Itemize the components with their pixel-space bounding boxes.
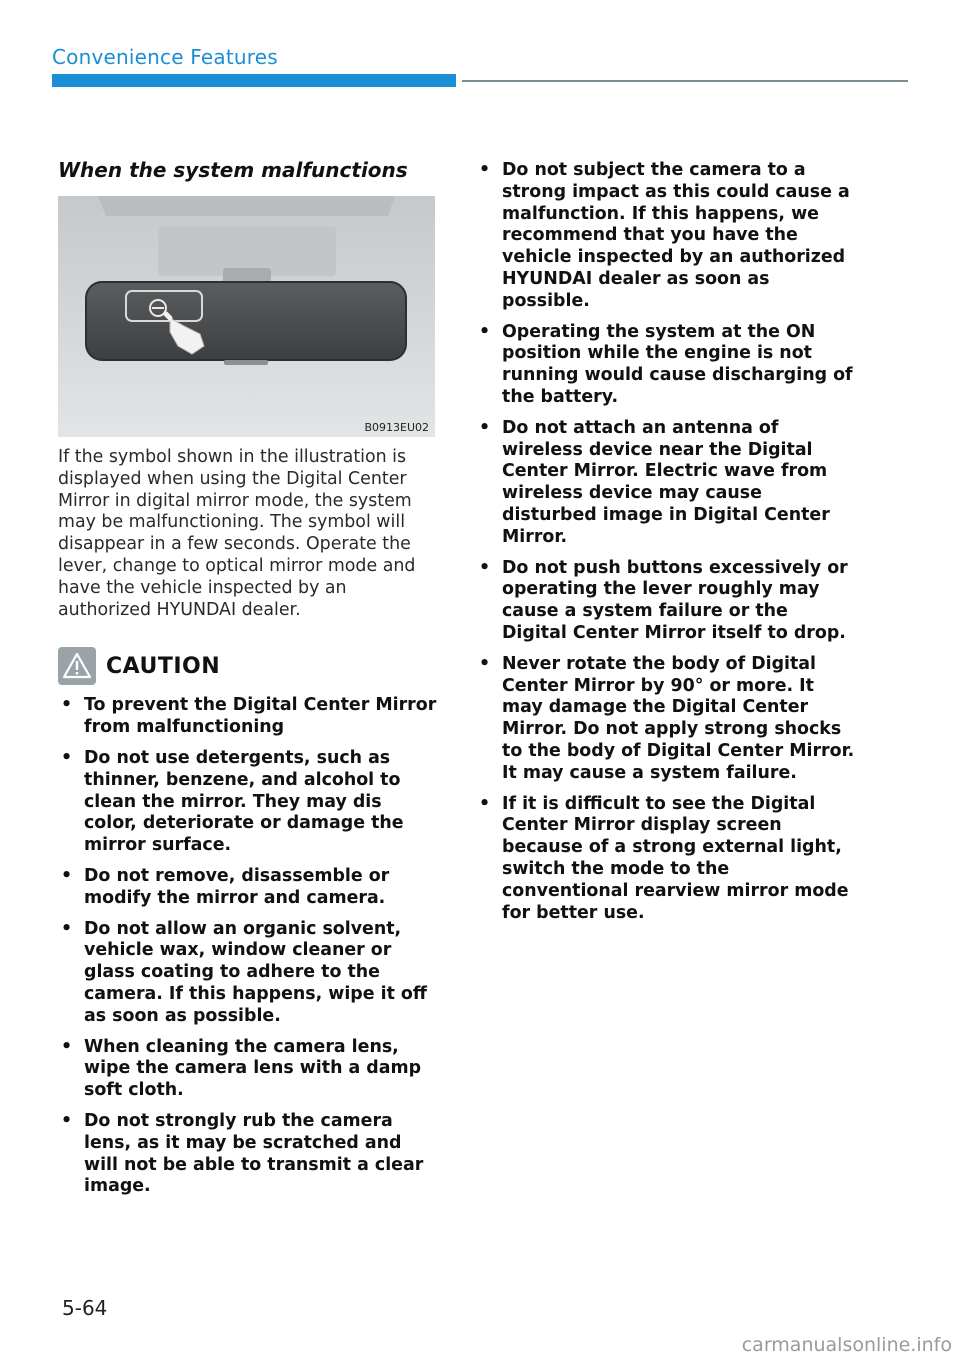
left-column	[58, 158, 438, 1207]
header-rule	[462, 80, 908, 82]
list-item: • Do not remove, disassemble or modify the mirror and camera.	[58, 866, 438, 910]
warning-triangle-icon	[58, 647, 96, 685]
figure-code: B0913EU02	[364, 421, 429, 434]
malfunction-heading: When the system malfunctions	[58, 158, 408, 182]
list-item: • Do not allow an organic solvent, vehicle wax, window cleaner or glass coating to adhere to the camera. If this happens, wipe it off as soon as possible.	[58, 919, 438, 1028]
digital-mirror-drawing	[58, 196, 435, 437]
caution-list-left	[58, 695, 438, 1198]
list-item: • Do not strongly rub the camera lens, as it may be scratched and will not be able to transmit a clear image.	[58, 1111, 438, 1198]
caution-header	[58, 647, 438, 685]
list-item: • Never rotate the body of Digital Center Mirror by 90° or more. It may damage the Digital Center Mirror. Do not apply strong shocks to the body of Digital Center Mirror. It may cause a system failure.	[476, 654, 858, 785]
list-item: • When cleaning the camera lens, wipe the camera lens with a damp soft cloth.	[58, 1037, 438, 1102]
malfunction-paragraph: If the symbol shown in the illustration is displayed when using the Digital Center Mirror in digital mirror mode, the system may be malfunctioning. The symbol will disappear in a few seconds. Operate the lever, change to optical mirror mode and have the vehicle inspected by an authorized HYUNDAI dealer.	[58, 447, 416, 620]
header-accent-bar	[52, 74, 456, 87]
section-title: Convenience Features	[52, 45, 278, 69]
list-item: • To prevent the Digital Center Mirror from malfunctioning	[58, 695, 438, 739]
list-item: • Operating the system at the ON position while the engine is not running would cause discharging of the battery.	[476, 322, 858, 409]
caution-label: CAUTION	[106, 653, 221, 679]
caution-list-right	[476, 160, 858, 924]
right-column	[476, 160, 858, 933]
watermark[interactable]: carmanualsonline.info	[741, 1334, 952, 1356]
list-item: • If it is difficult to see the Digital Center Mirror display screen because of a strong external light, switch the mode to the conventional rearview mirror mode for better use.	[476, 794, 858, 925]
page-number: 5-64	[62, 1296, 108, 1320]
list-item: • Do not use detergents, such as thinner, benzene, and alcohol to clean the mirror. They may dis color, deteriorate or damage the mirror surface.	[58, 748, 438, 857]
mirror-illustration	[58, 196, 435, 437]
list-item: • Do not attach an antenna of wireless device near the Digital Center Mirror. Electric wave from wireless device may cause disturbed image in Digital Center Mirror.	[476, 418, 858, 549]
list-item: • Do not subject the camera to a strong impact as this could cause a malfunction. If this happens, we recommend that you have the vehicle inspected by an authorized HYUNDAI dealer as soon as possible.	[476, 160, 858, 313]
list-item: • Do not push buttons excessively or operating the lever roughly may cause a system failure or the Digital Center Mirror itself to drop.	[476, 558, 858, 645]
